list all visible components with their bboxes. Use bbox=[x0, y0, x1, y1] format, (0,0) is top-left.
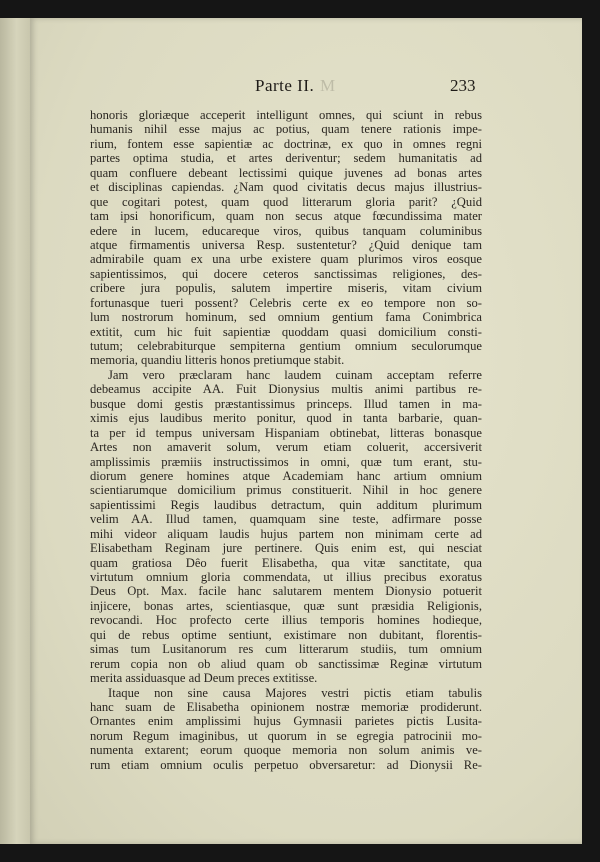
text-line: virtutum omnium gloria commendata, ut illius precibus exoratus bbox=[90, 570, 482, 584]
text-line: diorum genere homines atque Academiam hanc artium omnium bbox=[90, 468, 482, 483]
text-line: atque firmamentis universa Resp. sustentetur? ¿Quid denique tam bbox=[90, 237, 482, 252]
text-line: hanc suam de Elisabetha opinionem nostræ memoriæ prodiderunt. bbox=[90, 699, 482, 714]
text-line: mihi videor aliquam laudis hujus partem non minimam certe ad bbox=[90, 526, 482, 541]
facing-page-edge bbox=[0, 18, 31, 844]
text-line: norum Regum imaginibus, ut quorum in se egregia patrocinii mo- bbox=[90, 728, 482, 743]
text-line: sapientissimi Regis laudibus detractum, quin additum plurimum bbox=[90, 497, 482, 512]
text-line: et disciplinas capiendas. ¿Nam quod civitatis decus majus illustrius- bbox=[90, 180, 482, 195]
show-through-letter: M bbox=[320, 76, 336, 95]
page-number: 233 bbox=[450, 76, 476, 95]
text-line: Itaque non sine causa Majores vestri pictis etiam tabulis bbox=[108, 685, 482, 700]
text-line: ta per id tempus universam Hispaniam obtinebat, litteras bonasque bbox=[90, 425, 482, 440]
text-line: cribere jura populis, salutem impertire miseris, vitam civium bbox=[90, 281, 482, 296]
text-line: revocandi. Hoc profecto certe illius temporis homines hodieque, bbox=[90, 613, 482, 628]
text-line: Ornantes enim amplissimi hujus Gymnasii parietes pictis Lusita- bbox=[90, 714, 482, 729]
text-line: quam gratiosa Dêo fuerit Elisabetha, qua vitæ sanctitate, qua bbox=[90, 555, 482, 570]
text-line: numenta extarent; eorum quoque memoria non solum animis ve- bbox=[90, 743, 482, 758]
text-line: busque domi gestis præstantissimus princeps. Illud tamen in ma- bbox=[90, 396, 482, 411]
body-text bbox=[90, 108, 482, 772]
text-line: debeamus accipite AA. Fuit Dionysius multis animi partibus re- bbox=[90, 382, 482, 397]
text-line: Deus Opt. Max. facile hanc salutarem mentem Dionysio potuerit bbox=[90, 584, 482, 599]
page-header bbox=[30, 76, 582, 100]
text-line: tam ipsi honorificum, quam non secus atque fœcundissima mater bbox=[90, 209, 482, 224]
text-line: fortunasque tueri possent? Celebris certe ex eo tempore non so- bbox=[90, 295, 482, 310]
text-line: tutum; celebrabiturque sempiterna gentium omnium seculorumque bbox=[90, 339, 482, 353]
text-line: injicere, bonas artes, scientiasque, quæ sunt præsidia Religionis, bbox=[90, 598, 482, 613]
text-line: simas tum Lusitanorum res cum litterarum studiis, tum omnium bbox=[90, 642, 482, 657]
text-line: sapientissimos, qui docere ceteros sanctissimas religiones, des- bbox=[90, 266, 482, 281]
text-line: extitit, cum hic fuit sapientiæ quoddam quasi domicilium consti- bbox=[90, 324, 482, 339]
text-line: que cogitari potest, quam quod litterarum gloria parit? ¿Quid bbox=[90, 194, 482, 209]
book-page bbox=[30, 18, 582, 844]
text-line: partes optima studia, et artes deriventur; sedem humanitatis ad bbox=[90, 151, 482, 166]
text-line: qui de rebus optime sentiunt, existimare non dubitant, florentis- bbox=[90, 627, 482, 642]
text-line: Elisabetham Reginam jure pertinere. Quis enim est, qui nesciat bbox=[90, 541, 482, 556]
text-line: memoria, quandiu litteris honos pretiumque stabit. bbox=[90, 353, 345, 368]
text-line: admirabile quam ex una urbe existere quam plurimos viros eosque bbox=[90, 252, 482, 267]
text-line: Artes non amaverit solum, verum etiam coluerit, accersiverit bbox=[90, 440, 482, 455]
text-line: rerum copia non ob aliud quam ob sanctissimæ Reginæ virtutum bbox=[90, 656, 482, 671]
text-line: merita assiduasque ad Deum preces extitisse. bbox=[90, 671, 318, 686]
text-line: amplissimis præmiis instructissimos in omni, quæ tum erant, stu- bbox=[90, 454, 482, 469]
running-head: Parte II. bbox=[255, 76, 315, 95]
text-line: lum nostrorum hominum, sed omnium gentium fama Conimbrica bbox=[90, 310, 482, 325]
text-line: ximis ejus laudibus merito ponitur, quod in tanta barbarie, quan- bbox=[90, 411, 482, 426]
text-line: quam confluere debeant lectissimi quique juvenes ad bonas artes bbox=[90, 165, 482, 180]
text-line: rum etiam omnium oculis perpetuo obversaretur: ad Dionysii Re- bbox=[90, 757, 482, 772]
text-line: Jam vero præclaram hanc laudem cuinam acceptam referre bbox=[108, 367, 482, 382]
text-line: edere in lucem, educareque viros, quibus tanquam columinibus bbox=[90, 223, 482, 238]
text-line: humanis nihil esse majus ac potius, quam tenere rationis impe- bbox=[90, 122, 482, 137]
text-line: honoris gloriæque acceperit intelligunt omnes, qui sciunt in rebus bbox=[90, 108, 482, 122]
text-line: rium, fontem esse sapientiæ ac doctrinæ, ex quo in omnes regni bbox=[90, 136, 482, 151]
text-line: scientiarumque domicilium primus constituerit. Nihil in hoc genere bbox=[90, 483, 482, 498]
text-line: velim AA. Illud tamen, quamquam sine teste, adfirmare posse bbox=[90, 512, 482, 527]
